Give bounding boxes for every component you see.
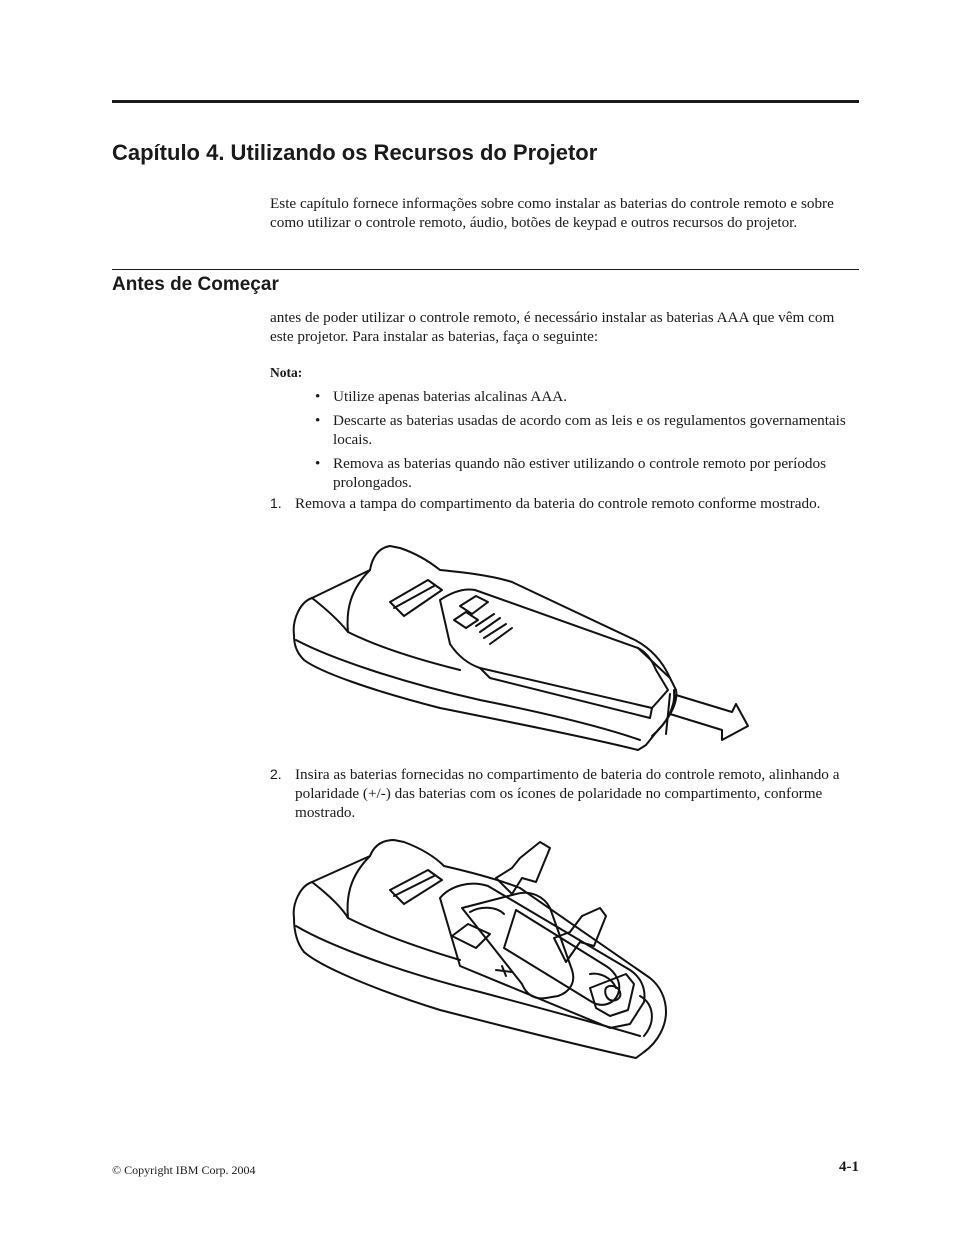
bullet-glyph: • [315, 455, 321, 472]
bullet-glyph: • [315, 412, 321, 429]
section-intro: antes de poder utilizar o controle remoto, é necessário instalar as baterias AAA que vêm com este projetor. Para instalar as baterias, faça o seguinte: [270, 309, 835, 345]
step-2 [270, 765, 860, 822]
page-number: 4-1 [839, 1159, 859, 1175]
chapter-intro: Este capítulo fornece informações sobre como instalar as baterias do controle remoto e sobre como utilizar o controle remoto, áudio, botões de keypad e outros recursos do projetor. [270, 195, 834, 231]
step-1 [270, 494, 860, 513]
section-title: Antes de Começar [112, 274, 279, 295]
chapter-title: Capítulo 4. Utilizando os Recursos do Projetor [112, 140, 598, 165]
battery-insertion-illustration [290, 838, 670, 1063]
note-list [315, 387, 860, 497]
list-item-text: Utilize apenas baterias alcalinas AAA. [333, 388, 568, 405]
note-label: Nota: [270, 365, 303, 380]
copyright-notice: © Copyright IBM Corp. 2004 [112, 1163, 256, 1177]
top-rule [112, 100, 859, 103]
step-text: Remova a tampa do compartimento da bateria do controle remoto conforme mostrado. [295, 495, 821, 512]
step-text: Insira as baterias fornecidas no compartimento de bateria do controle remoto, alinhando a polaridade (+/-) das baterias com os ícones de polaridade no compartimento, conforme mostrado. [295, 766, 840, 821]
list-item-text: Descarte as baterias usadas de acordo com as leis e os regulamentos governamentais locais. [333, 412, 846, 448]
list-item-text: Remova as baterias quando não estiver utilizando o controle remoto por períodos prolongados. [333, 455, 827, 491]
bullet-glyph: • [315, 388, 321, 405]
list-item [315, 454, 860, 492]
step-number: 2. [270, 766, 282, 782]
section-rule [112, 269, 859, 270]
step-number: 1. [270, 495, 282, 511]
remote-cover-removal-illustration [290, 540, 750, 755]
list-item [315, 387, 860, 406]
list-item [315, 411, 860, 449]
